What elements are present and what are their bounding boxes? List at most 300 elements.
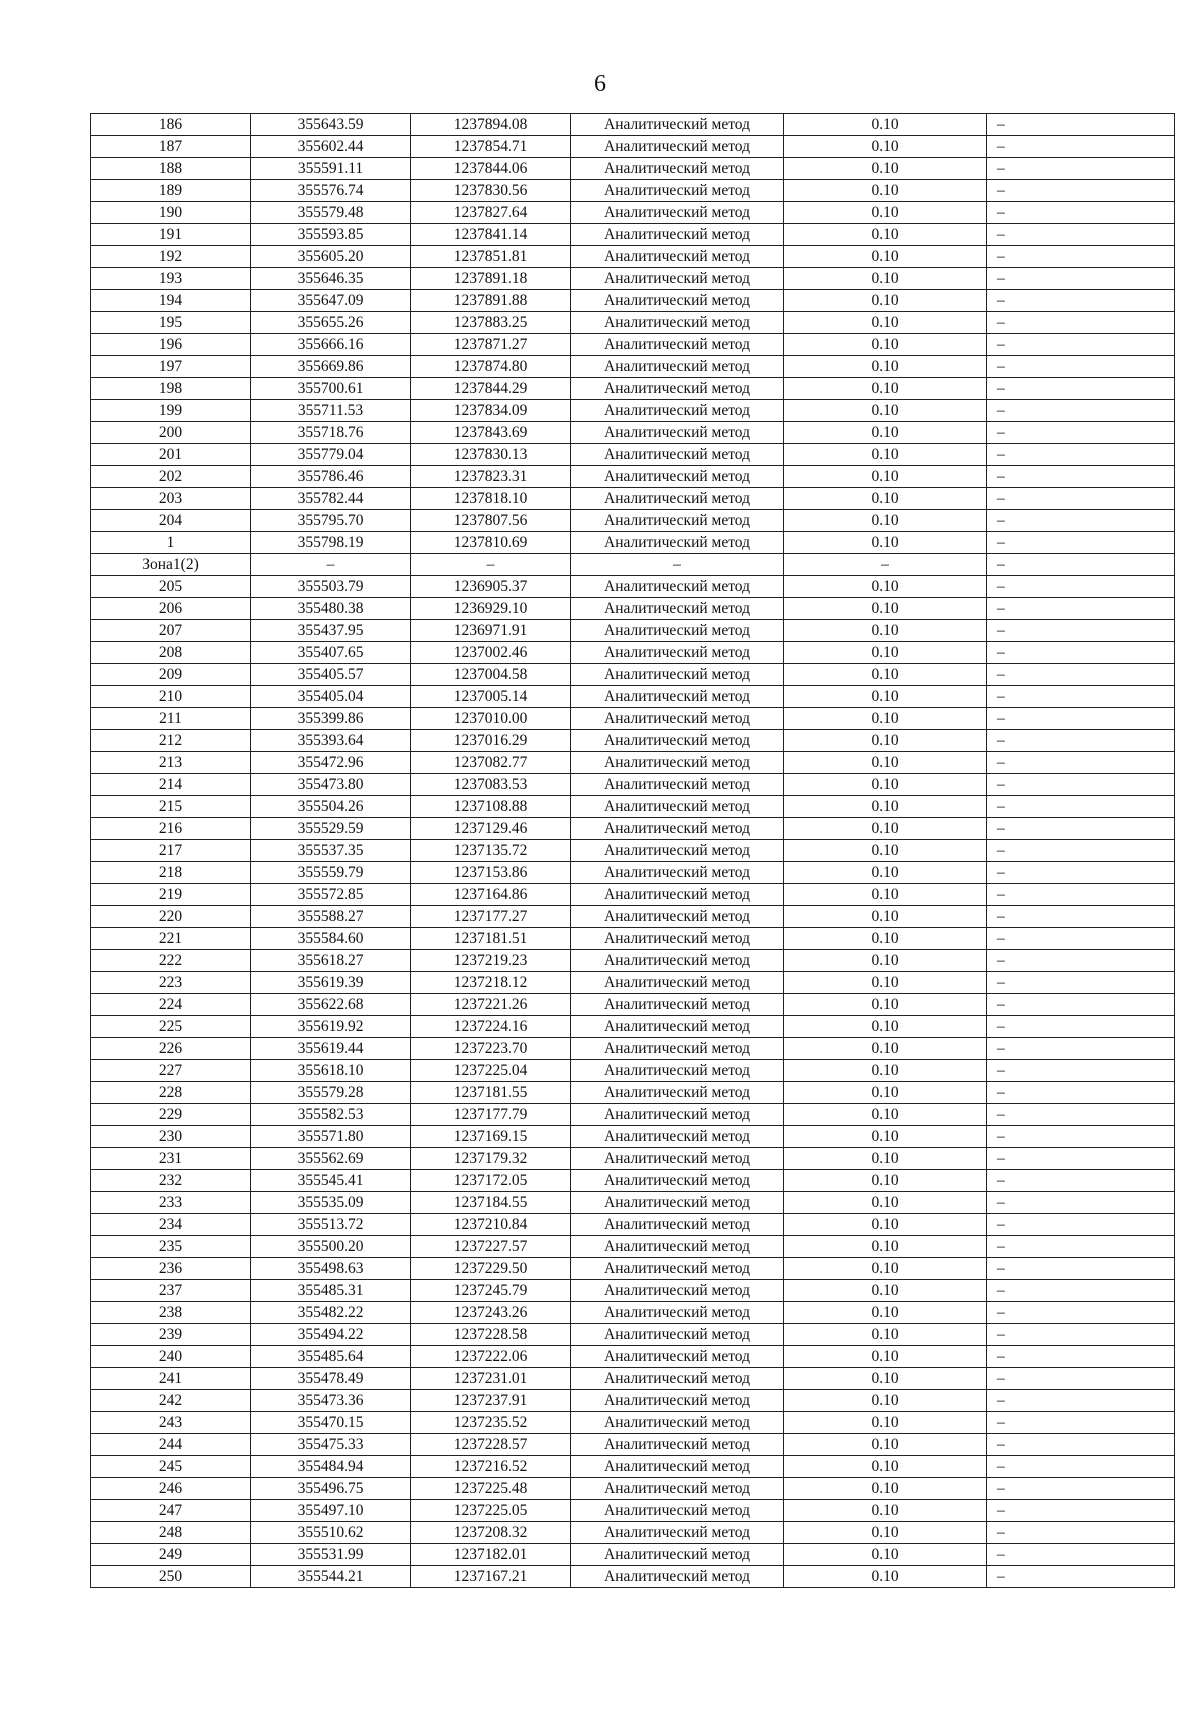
note-cell: – <box>987 1346 1175 1368</box>
note-cell: – <box>987 1544 1175 1566</box>
point-number-cell: 224 <box>91 994 251 1016</box>
method-cell: Аналитический метод <box>571 444 784 466</box>
x-coordinate-cell: 355655.26 <box>251 312 411 334</box>
y-coordinate-cell: 1237129.46 <box>411 818 571 840</box>
y-coordinate-cell: 1237222.06 <box>411 1346 571 1368</box>
y-coordinate-cell: 1237844.06 <box>411 158 571 180</box>
y-coordinate-cell: 1237002.46 <box>411 642 571 664</box>
precision-cell: 0.10 <box>784 1544 987 1566</box>
table-row <box>91 1016 1175 1038</box>
y-coordinate-cell: 1237891.88 <box>411 290 571 312</box>
point-number-cell: 234 <box>91 1214 251 1236</box>
precision-cell: 0.10 <box>784 840 987 862</box>
note-cell: – <box>987 928 1175 950</box>
x-coordinate-cell: 355711.53 <box>251 400 411 422</box>
y-coordinate-cell: 1237871.27 <box>411 334 571 356</box>
y-coordinate-cell: 1237083.53 <box>411 774 571 796</box>
table-row <box>91 1346 1175 1368</box>
method-cell: Аналитический метод <box>571 686 784 708</box>
precision-cell: 0.10 <box>784 862 987 884</box>
precision-cell: 0.10 <box>784 994 987 1016</box>
method-cell: Аналитический метод <box>571 1500 784 1522</box>
precision-cell: 0.10 <box>784 752 987 774</box>
point-number-cell: 191 <box>91 224 251 246</box>
method-cell: Аналитический метод <box>571 906 784 928</box>
y-coordinate-cell: 1237243.26 <box>411 1302 571 1324</box>
method-cell: Аналитический метод <box>571 114 784 136</box>
x-coordinate-cell: 355475.33 <box>251 1434 411 1456</box>
x-coordinate-cell: 355399.86 <box>251 708 411 730</box>
precision-cell: 0.10 <box>784 202 987 224</box>
point-number-cell: 219 <box>91 884 251 906</box>
point-number-cell: 196 <box>91 334 251 356</box>
precision-cell: 0.10 <box>784 224 987 246</box>
note-cell: – <box>987 532 1175 554</box>
point-number-cell: 192 <box>91 246 251 268</box>
y-coordinate-cell: 1237172.05 <box>411 1170 571 1192</box>
y-coordinate-cell: 1237164.86 <box>411 884 571 906</box>
x-coordinate-cell: 355576.74 <box>251 180 411 202</box>
note-cell: – <box>987 136 1175 158</box>
table-row <box>91 598 1175 620</box>
precision-cell: 0.10 <box>784 1302 987 1324</box>
note-cell: – <box>987 598 1175 620</box>
x-coordinate-cell: 355571.80 <box>251 1126 411 1148</box>
note-cell: – <box>987 906 1175 928</box>
table-row <box>91 1434 1175 1456</box>
y-coordinate-cell: 1237894.08 <box>411 114 571 136</box>
note-cell: – <box>987 840 1175 862</box>
note-cell: – <box>987 1390 1175 1412</box>
y-coordinate-cell: 1237231.01 <box>411 1368 571 1390</box>
x-coordinate-cell: 355779.04 <box>251 444 411 466</box>
table-row <box>91 730 1175 752</box>
precision-cell: 0.10 <box>784 400 987 422</box>
table-row <box>91 114 1175 136</box>
x-coordinate-cell: 355582.53 <box>251 1104 411 1126</box>
point-number-cell: 207 <box>91 620 251 642</box>
precision-cell: 0.10 <box>784 1060 987 1082</box>
table-row <box>91 1456 1175 1478</box>
precision-cell: 0.10 <box>784 730 987 752</box>
point-number-cell: 228 <box>91 1082 251 1104</box>
table-row <box>91 906 1175 928</box>
x-coordinate-cell: 355786.46 <box>251 466 411 488</box>
y-coordinate-cell: 1237184.55 <box>411 1192 571 1214</box>
x-coordinate-cell: 355588.27 <box>251 906 411 928</box>
point-number-cell: 242 <box>91 1390 251 1412</box>
precision-cell: 0.10 <box>784 1148 987 1170</box>
table-row <box>91 312 1175 334</box>
point-number-cell: 205 <box>91 576 251 598</box>
point-number-cell: 225 <box>91 1016 251 1038</box>
x-coordinate-cell: 355497.10 <box>251 1500 411 1522</box>
x-coordinate-cell: 355605.20 <box>251 246 411 268</box>
x-coordinate-cell: 355643.59 <box>251 114 411 136</box>
y-coordinate-cell: 1237016.29 <box>411 730 571 752</box>
method-cell: Аналитический метод <box>571 1346 784 1368</box>
table-row <box>91 268 1175 290</box>
method-cell: Аналитический метод <box>571 1170 784 1192</box>
method-cell: Аналитический метод <box>571 1236 784 1258</box>
x-coordinate-cell: 355504.26 <box>251 796 411 818</box>
y-coordinate-cell: 1237182.01 <box>411 1544 571 1566</box>
note-cell: – <box>987 950 1175 972</box>
x-coordinate-cell: 355572.85 <box>251 884 411 906</box>
precision-cell: 0.10 <box>784 290 987 312</box>
method-cell: Аналитический метод <box>571 466 784 488</box>
table-row <box>91 818 1175 840</box>
table-row <box>91 1324 1175 1346</box>
y-coordinate-cell: 1237177.27 <box>411 906 571 928</box>
x-coordinate-cell: 355559.79 <box>251 862 411 884</box>
table-row <box>91 1258 1175 1280</box>
note-cell: – <box>987 1302 1175 1324</box>
note-cell: – <box>987 1170 1175 1192</box>
note-cell: – <box>987 400 1175 422</box>
point-number-cell: 221 <box>91 928 251 950</box>
y-coordinate-cell: 1237219.23 <box>411 950 571 972</box>
y-coordinate-cell: 1237224.16 <box>411 1016 571 1038</box>
x-coordinate-cell: 355494.22 <box>251 1324 411 1346</box>
note-cell: – <box>987 1126 1175 1148</box>
note-cell: – <box>987 1478 1175 1500</box>
method-cell: Аналитический метод <box>571 928 784 950</box>
precision-cell: 0.10 <box>784 136 987 158</box>
method-cell: Аналитический метод <box>571 950 784 972</box>
x-coordinate-cell: 355602.44 <box>251 136 411 158</box>
x-coordinate-cell: 355700.61 <box>251 378 411 400</box>
coordinates-table-body <box>91 114 1175 1588</box>
precision-cell: 0.10 <box>784 1412 987 1434</box>
precision-cell: 0.10 <box>784 708 987 730</box>
point-number-cell: 198 <box>91 378 251 400</box>
y-coordinate-cell: – <box>411 554 571 576</box>
x-coordinate-cell: 355513.72 <box>251 1214 411 1236</box>
precision-cell: 0.10 <box>784 1170 987 1192</box>
point-number-cell: 1 <box>91 532 251 554</box>
precision-cell: 0.10 <box>784 686 987 708</box>
method-cell: Аналитический метод <box>571 1280 784 1302</box>
note-cell: – <box>987 1082 1175 1104</box>
precision-cell: 0.10 <box>784 1126 987 1148</box>
note-cell: – <box>987 708 1175 730</box>
precision-cell: 0.10 <box>784 1016 987 1038</box>
x-coordinate-cell: 355470.15 <box>251 1412 411 1434</box>
point-number-cell: 245 <box>91 1456 251 1478</box>
y-coordinate-cell: 1237235.52 <box>411 1412 571 1434</box>
y-coordinate-cell: 1237844.29 <box>411 378 571 400</box>
page-number: 6 <box>594 71 606 97</box>
x-coordinate-cell: 355579.28 <box>251 1082 411 1104</box>
y-coordinate-cell: 1237225.48 <box>411 1478 571 1500</box>
note-cell: – <box>987 246 1175 268</box>
precision-cell: 0.10 <box>784 180 987 202</box>
precision-cell: 0.10 <box>784 356 987 378</box>
note-cell: – <box>987 158 1175 180</box>
precision-cell: 0.10 <box>784 1280 987 1302</box>
method-cell: Аналитический метод <box>571 334 784 356</box>
y-coordinate-cell: 1236971.91 <box>411 620 571 642</box>
point-number-cell: 206 <box>91 598 251 620</box>
x-coordinate-cell: 355593.85 <box>251 224 411 246</box>
note-cell: – <box>987 1522 1175 1544</box>
precision-cell: 0.10 <box>784 1566 987 1588</box>
note-cell: – <box>987 796 1175 818</box>
y-coordinate-cell: 1237223.70 <box>411 1038 571 1060</box>
note-cell: – <box>987 378 1175 400</box>
point-number-cell: 197 <box>91 356 251 378</box>
point-number-cell: 230 <box>91 1126 251 1148</box>
table-row <box>91 972 1175 994</box>
table-row <box>91 642 1175 664</box>
note-cell: – <box>987 642 1175 664</box>
x-coordinate-cell: 355795.70 <box>251 510 411 532</box>
method-cell: Аналитический метод <box>571 290 784 312</box>
x-coordinate-cell: 355782.44 <box>251 488 411 510</box>
method-cell: Аналитический метод <box>571 378 784 400</box>
precision-cell: 0.10 <box>784 532 987 554</box>
y-coordinate-cell: 1237245.79 <box>411 1280 571 1302</box>
point-number-cell: 193 <box>91 268 251 290</box>
note-cell: – <box>987 972 1175 994</box>
y-coordinate-cell: 1237227.57 <box>411 1236 571 1258</box>
method-cell: Аналитический метод <box>571 1060 784 1082</box>
method-cell: Аналитический метод <box>571 708 784 730</box>
precision-cell: 0.10 <box>784 334 987 356</box>
y-coordinate-cell: 1237830.13 <box>411 444 571 466</box>
method-cell: Аналитический метод <box>571 136 784 158</box>
x-coordinate-cell: 355531.99 <box>251 1544 411 1566</box>
method-cell: Аналитический метод <box>571 488 784 510</box>
x-coordinate-cell: 355618.27 <box>251 950 411 972</box>
note-cell: – <box>987 180 1175 202</box>
method-cell: Аналитический метод <box>571 1412 784 1434</box>
y-coordinate-cell: 1237841.14 <box>411 224 571 246</box>
y-coordinate-cell: 1237181.51 <box>411 928 571 950</box>
precision-cell: 0.10 <box>784 444 987 466</box>
precision-cell: 0.10 <box>784 1368 987 1390</box>
table-row <box>91 1038 1175 1060</box>
note-cell: – <box>987 290 1175 312</box>
x-coordinate-cell: 355618.10 <box>251 1060 411 1082</box>
method-cell: Аналитический метод <box>571 1126 784 1148</box>
precision-cell: 0.10 <box>784 488 987 510</box>
precision-cell: 0.10 <box>784 664 987 686</box>
point-number-cell: 187 <box>91 136 251 158</box>
y-coordinate-cell: 1237108.88 <box>411 796 571 818</box>
y-coordinate-cell: 1237082.77 <box>411 752 571 774</box>
precision-cell: 0.10 <box>784 1236 987 1258</box>
point-number-cell: 249 <box>91 1544 251 1566</box>
point-number-cell: 223 <box>91 972 251 994</box>
point-number-cell: 195 <box>91 312 251 334</box>
note-cell: – <box>987 1456 1175 1478</box>
table-row <box>91 1170 1175 1192</box>
precision-cell: 0.10 <box>784 1346 987 1368</box>
table-row <box>91 510 1175 532</box>
precision-cell: 0.10 <box>784 928 987 950</box>
point-number-cell: 217 <box>91 840 251 862</box>
method-cell: Аналитический метод <box>571 1038 784 1060</box>
note-cell: – <box>987 774 1175 796</box>
x-coordinate-cell: 355485.31 <box>251 1280 411 1302</box>
method-cell: Аналитический метод <box>571 1302 784 1324</box>
table-row <box>91 1280 1175 1302</box>
precision-cell: 0.10 <box>784 950 987 972</box>
y-coordinate-cell: 1237834.09 <box>411 400 571 422</box>
table-row <box>91 1060 1175 1082</box>
table-row <box>91 1390 1175 1412</box>
point-number-cell: 248 <box>91 1522 251 1544</box>
note-cell: – <box>987 268 1175 290</box>
x-coordinate-cell: 355393.64 <box>251 730 411 752</box>
precision-cell: 0.10 <box>784 378 987 400</box>
point-number-cell: 212 <box>91 730 251 752</box>
note-cell: – <box>987 1060 1175 1082</box>
table-row <box>91 554 1175 576</box>
y-coordinate-cell: 1237229.50 <box>411 1258 571 1280</box>
method-cell: Аналитический метод <box>571 1434 784 1456</box>
point-number-cell: 190 <box>91 202 251 224</box>
method-cell: Аналитический метод <box>571 532 784 554</box>
x-coordinate-cell: – <box>251 554 411 576</box>
y-coordinate-cell: 1237167.21 <box>411 1566 571 1588</box>
note-cell: – <box>987 356 1175 378</box>
table-row <box>91 708 1175 730</box>
note-cell: – <box>987 818 1175 840</box>
x-coordinate-cell: 355798.19 <box>251 532 411 554</box>
table-row <box>91 378 1175 400</box>
table-row <box>91 620 1175 642</box>
note-cell: – <box>987 752 1175 774</box>
method-cell: Аналитический метод <box>571 620 784 642</box>
x-coordinate-cell: 355405.57 <box>251 664 411 686</box>
note-cell: – <box>987 202 1175 224</box>
note-cell: – <box>987 1368 1175 1390</box>
method-cell: Аналитический метод <box>571 642 784 664</box>
table-row <box>91 950 1175 972</box>
point-number-cell: 209 <box>91 664 251 686</box>
method-cell: Аналитический метод <box>571 1148 784 1170</box>
table-row <box>91 444 1175 466</box>
point-number-cell: 201 <box>91 444 251 466</box>
note-cell: – <box>987 686 1175 708</box>
y-coordinate-cell: 1237135.72 <box>411 840 571 862</box>
precision-cell: 0.10 <box>784 1478 987 1500</box>
method-cell: Аналитический метод <box>571 1456 784 1478</box>
point-number-cell: 246 <box>91 1478 251 1500</box>
y-coordinate-cell: 1237807.56 <box>411 510 571 532</box>
x-coordinate-cell: 355437.95 <box>251 620 411 642</box>
method-cell: Аналитический метод <box>571 246 784 268</box>
point-number-cell: 231 <box>91 1148 251 1170</box>
table-row <box>91 290 1175 312</box>
note-cell: – <box>987 114 1175 136</box>
y-coordinate-cell: 1237843.69 <box>411 422 571 444</box>
precision-cell: 0.10 <box>784 466 987 488</box>
point-number-cell: 203 <box>91 488 251 510</box>
method-cell: Аналитический метод <box>571 224 784 246</box>
table-row <box>91 202 1175 224</box>
method-cell: Аналитический метод <box>571 840 784 862</box>
x-coordinate-cell: 355562.69 <box>251 1148 411 1170</box>
method-cell: Аналитический метод <box>571 400 784 422</box>
note-cell: – <box>987 1192 1175 1214</box>
precision-cell: 0.10 <box>784 158 987 180</box>
table-row <box>91 774 1175 796</box>
precision-cell: 0.10 <box>784 906 987 928</box>
point-number-cell: 239 <box>91 1324 251 1346</box>
method-cell: Аналитический метод <box>571 598 784 620</box>
method-cell: Аналитический метод <box>571 576 784 598</box>
method-cell: Аналитический метод <box>571 1368 784 1390</box>
table-row <box>91 158 1175 180</box>
note-cell: – <box>987 1500 1175 1522</box>
note-cell: – <box>987 576 1175 598</box>
x-coordinate-cell: 355666.16 <box>251 334 411 356</box>
point-number-cell: 189 <box>91 180 251 202</box>
x-coordinate-cell: 355473.36 <box>251 1390 411 1412</box>
table-row <box>91 1192 1175 1214</box>
method-cell: Аналитический метод <box>571 884 784 906</box>
precision-cell: 0.10 <box>784 312 987 334</box>
precision-cell: 0.10 <box>784 576 987 598</box>
method-cell: Аналитический метод <box>571 730 784 752</box>
note-cell: – <box>987 884 1175 906</box>
note-cell: – <box>987 444 1175 466</box>
table-row <box>91 840 1175 862</box>
y-coordinate-cell: 1237228.57 <box>411 1434 571 1456</box>
y-coordinate-cell: 1237810.69 <box>411 532 571 554</box>
y-coordinate-cell: 1237004.58 <box>411 664 571 686</box>
point-number-cell: 247 <box>91 1500 251 1522</box>
point-number-cell: 235 <box>91 1236 251 1258</box>
x-coordinate-cell: 355537.35 <box>251 840 411 862</box>
point-number-cell: 250 <box>91 1566 251 1588</box>
x-coordinate-cell: 355622.68 <box>251 994 411 1016</box>
y-coordinate-cell: 1237181.55 <box>411 1082 571 1104</box>
y-coordinate-cell: 1237854.71 <box>411 136 571 158</box>
table-row <box>91 1544 1175 1566</box>
method-cell: Аналитический метод <box>571 312 784 334</box>
point-number-cell: 194 <box>91 290 251 312</box>
point-number-cell: 188 <box>91 158 251 180</box>
table-row <box>91 928 1175 950</box>
method-cell: Аналитический метод <box>571 862 784 884</box>
precision-cell: 0.10 <box>784 1434 987 1456</box>
note-cell: – <box>987 1280 1175 1302</box>
x-coordinate-cell: 355498.63 <box>251 1258 411 1280</box>
point-number-cell: 199 <box>91 400 251 422</box>
point-number-cell: 186 <box>91 114 251 136</box>
point-number-cell: 222 <box>91 950 251 972</box>
y-coordinate-cell: 1237237.91 <box>411 1390 571 1412</box>
y-coordinate-cell: 1237874.80 <box>411 356 571 378</box>
table-row <box>91 1126 1175 1148</box>
table-row <box>91 1566 1175 1588</box>
method-cell: Аналитический метод <box>571 972 784 994</box>
method-cell: Аналитический метод <box>571 510 784 532</box>
method-cell: Аналитический метод <box>571 664 784 686</box>
precision-cell: 0.10 <box>784 1456 987 1478</box>
table-row <box>91 1082 1175 1104</box>
point-number-cell: 210 <box>91 686 251 708</box>
y-coordinate-cell: 1237177.79 <box>411 1104 571 1126</box>
point-number-cell: 216 <box>91 818 251 840</box>
method-cell: Аналитический метод <box>571 752 784 774</box>
method-cell: Аналитический метод <box>571 994 784 1016</box>
